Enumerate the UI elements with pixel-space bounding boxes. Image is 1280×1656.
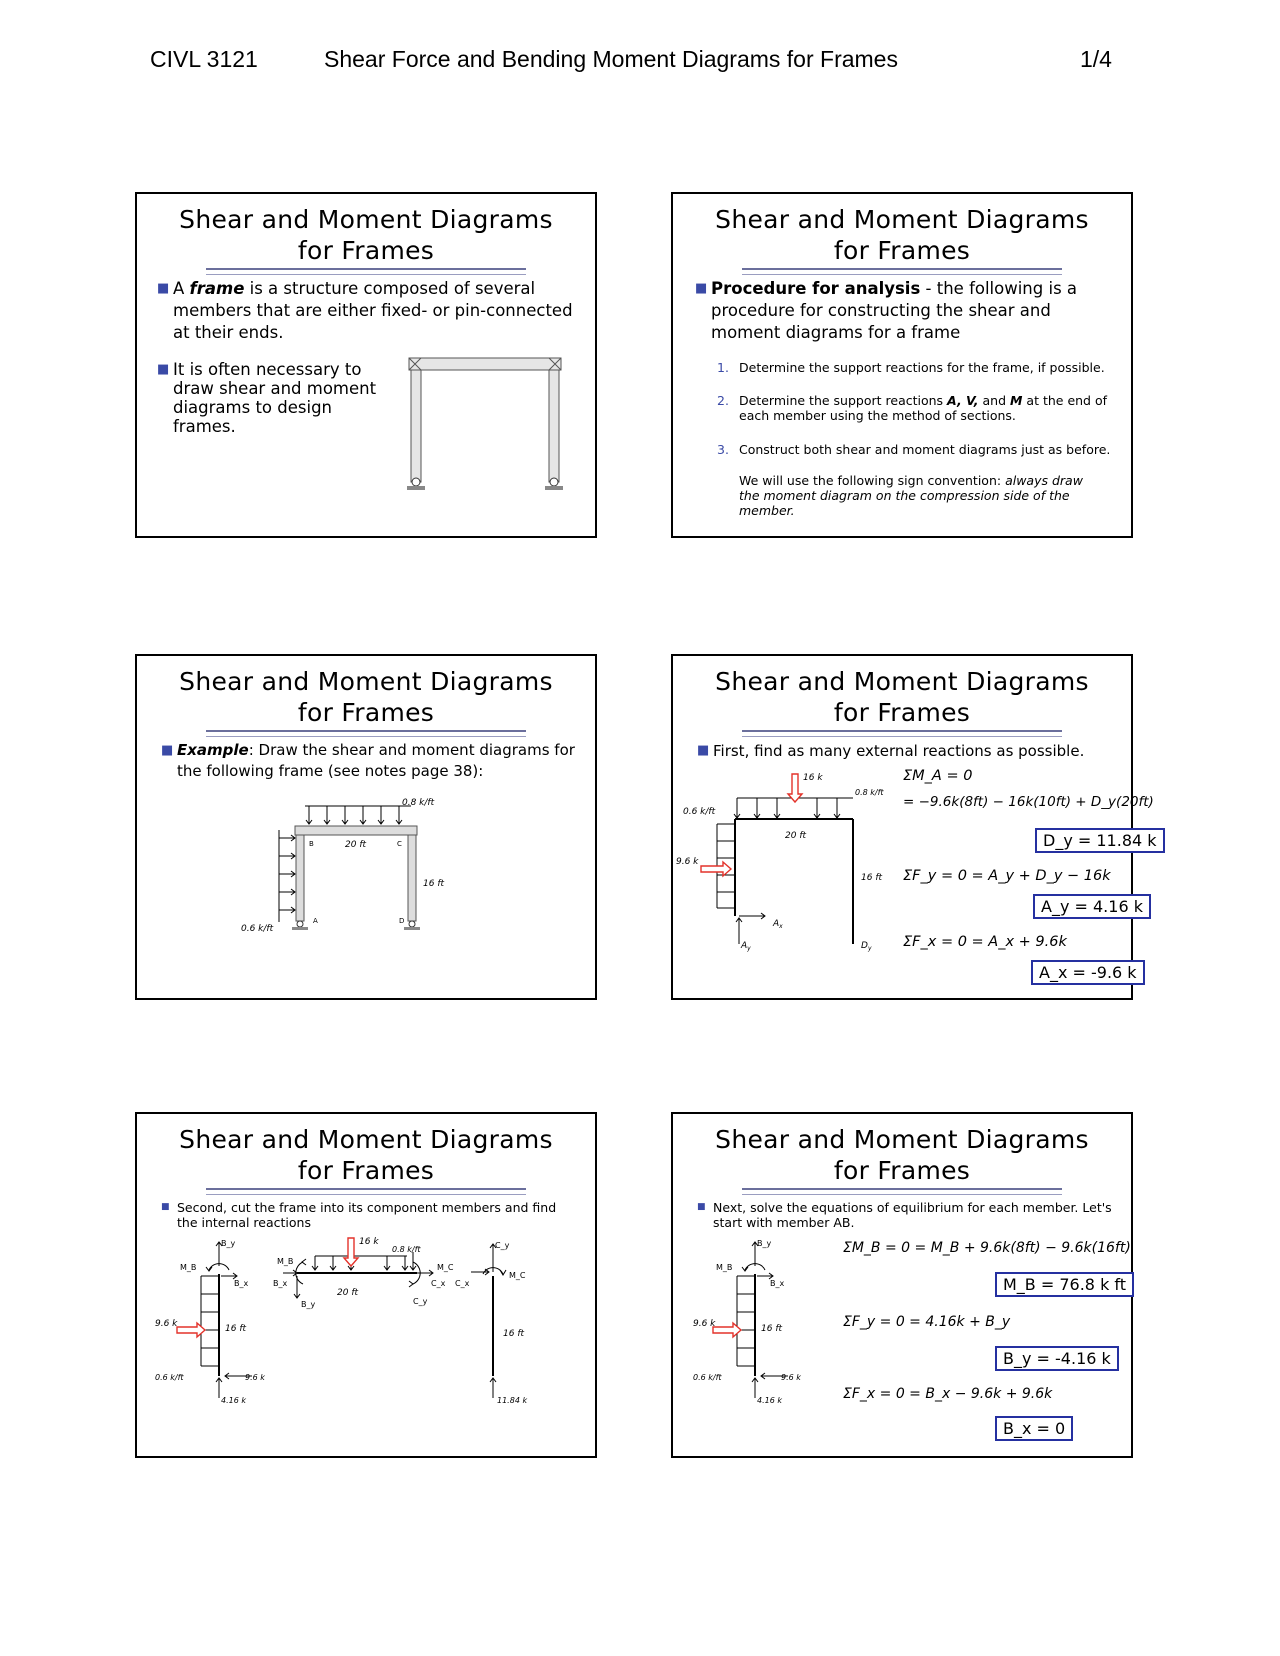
result-MB: M_B = 76.8 k ft xyxy=(995,1272,1134,1297)
svg-text:20 ft: 20 ft xyxy=(785,831,807,841)
title-rule xyxy=(206,1188,526,1195)
svg-text:16 ft: 16 ft xyxy=(225,1324,247,1334)
slide-title: Shear and Moment Diagrams for Frames xyxy=(179,1125,553,1185)
bullet-frame-definition: ■ A frame is a structure composed of several members that are either fixed- or pin-connected at their ends. xyxy=(157,279,573,342)
procedure-step-2: 2. Determine the support reactions A, V, and M at the end of each member using the method of sections. xyxy=(717,393,1108,423)
svg-text:M_B: M_B xyxy=(277,1257,294,1266)
svg-text:9.6 k: 9.6 k xyxy=(693,1319,716,1329)
svg-text:16 ft: 16 ft xyxy=(423,879,445,889)
svg-text:0.6 k/ft: 0.6 k/ft xyxy=(683,807,716,817)
svg-text:B_y: B_y xyxy=(757,1239,772,1248)
svg-text:9.6 k: 9.6 k xyxy=(155,1319,178,1329)
member-free-body-diagrams xyxy=(137,1236,597,1416)
course-code: CIVL 3121 xyxy=(150,46,258,72)
svg-text:9.6 k: 9.6 k xyxy=(245,1373,265,1382)
bullet-necessity: ■ It is often necessary to draw shear and moment diagrams to design frames. xyxy=(157,360,377,436)
svg-text:0.6 k/ft: 0.6 k/ft xyxy=(693,1373,722,1382)
svg-text:C_y: C_y xyxy=(495,1241,510,1250)
slide-title: Shear and Moment Diagrams for Frames xyxy=(179,667,553,727)
procedure-step-3: 3. Construct both shear and moment diagrams just as before. xyxy=(717,442,1111,457)
svg-text:16 k: 16 k xyxy=(359,1237,379,1247)
page-title: Shear Force and Bending Moment Diagrams for Frames xyxy=(324,46,898,72)
result-Dy: D_y = 11.84 k xyxy=(1035,828,1165,853)
svg-text:0.6 k/ft: 0.6 k/ft xyxy=(155,1373,184,1382)
sign-convention-note: We will use the following sign convention: always draw the moment diagram on the compression side of the member. xyxy=(739,473,1083,518)
svg-text:16 ft: 16 ft xyxy=(503,1329,525,1339)
svg-text:20 ft: 20 ft xyxy=(345,840,367,850)
svg-text:Ax: $A_x$ xyxy=(773,919,783,930)
slide-1 xyxy=(135,192,597,538)
equation-sum-Fx: ΣF_x = 0 = B_x − 9.6k + 9.6k xyxy=(843,1386,1053,1402)
svg-text:D: D xyxy=(399,917,405,925)
svg-text:B_x: B_x xyxy=(273,1279,288,1288)
title-rule xyxy=(206,730,526,737)
svg-text:0.8 k/ft: 0.8 k/ft xyxy=(855,788,884,797)
svg-text:B_x: B_x xyxy=(770,1279,785,1288)
svg-text:C_y: C_y xyxy=(413,1297,428,1306)
svg-text:0.8 k/ft: 0.8 k/ft xyxy=(402,798,435,808)
svg-text:16 k: 16 k xyxy=(803,773,823,783)
column-AB xyxy=(296,835,304,921)
result-Ax: A_x = -9.6 k xyxy=(1031,960,1145,985)
slide-title: Shear and Moment Diagrams for Frames xyxy=(715,205,1089,265)
equation-moment-B: ΣM_B = 0 = M_B + 9.6k(8ft) − 9.6k(16ft) xyxy=(843,1240,1131,1256)
svg-text:4.16 k: 4.16 k xyxy=(757,1396,782,1405)
example-frame-diagram xyxy=(237,794,497,944)
procedure-step-1: 1. Determine the support reactions for the frame, if possible. xyxy=(717,360,1105,375)
beam-BC xyxy=(295,826,417,835)
svg-text:M_C: M_C xyxy=(509,1271,526,1280)
result-Bx: B_x = 0 xyxy=(995,1416,1073,1441)
title-rule xyxy=(206,268,526,275)
svg-text:9.6 k: 9.6 k xyxy=(676,857,699,867)
bullet-example: ■ Example: Draw the shear and moment diagrams for the following frame (see notes page 38): xyxy=(161,741,575,780)
svg-text:C_x: C_x xyxy=(431,1279,446,1288)
svg-text:B_y: B_y xyxy=(221,1239,236,1248)
svg-text:C_x: C_x xyxy=(455,1279,470,1288)
bullet-procedure: ■ Procedure for analysis - the following is a procedure for constructing the shear and moment diagrams for a frame xyxy=(695,279,1078,342)
frame-left-column xyxy=(411,370,421,482)
title-rule xyxy=(742,1188,1062,1195)
right-pin-support xyxy=(550,478,558,486)
frame-right-column xyxy=(549,370,559,482)
slide-5 xyxy=(135,1112,597,1458)
svg-text:M_C: M_C xyxy=(437,1263,454,1272)
svg-text:Ay: $A_y$ xyxy=(741,941,751,952)
svg-text:4.16 k: 4.16 k xyxy=(221,1396,246,1405)
svg-text:16 ft: 16 ft xyxy=(761,1324,783,1334)
page-number: 1/4 xyxy=(1080,46,1112,72)
equation-moment-A: ΣM_A = 0 xyxy=(903,768,973,784)
resultant-load-arrow xyxy=(701,862,731,876)
bullet-external-reactions: ■ First, find as many external reactions as possible. xyxy=(697,742,1085,760)
svg-text:B_y: B_y xyxy=(301,1300,316,1309)
slide-4 xyxy=(671,654,1157,1000)
svg-text:M_B: M_B xyxy=(180,1263,197,1272)
svg-text:A: A xyxy=(313,917,318,925)
svg-text:Dy: $D_y$ xyxy=(861,941,872,952)
equation-moment-A-expanded: = −9.6k(8ft) − 16k(10ft) + D_y(20ft) xyxy=(903,794,1154,810)
svg-text:20 ft: 20 ft xyxy=(337,1288,359,1298)
title-rule xyxy=(742,730,1062,737)
slide-6 xyxy=(671,1112,1133,1458)
equation-sum-Fy: ΣF_y = 0 = A_y + D_y − 16k xyxy=(903,868,1111,884)
svg-text:16 ft: 16 ft xyxy=(861,873,883,883)
svg-text:B: B xyxy=(309,840,314,848)
title-rule xyxy=(742,268,1062,275)
frame-beam xyxy=(409,358,561,370)
svg-text:B_x: B_x xyxy=(234,1279,249,1288)
slide-title: Shear and Moment Diagrams for Frames xyxy=(179,205,553,265)
result-Ay: A_y = 4.16 k xyxy=(1033,894,1151,919)
slide-title: Shear and Moment Diagrams for Frames xyxy=(715,667,1089,727)
slide-3 xyxy=(135,654,597,1000)
svg-text:11.84 k: 11.84 k xyxy=(497,1396,528,1405)
slide-2 xyxy=(671,192,1133,538)
equation-sum-Fx: ΣF_x = 0 = A_x + 9.6k xyxy=(903,934,1067,950)
bullet-cut-frame: ■ Second, cut the frame into its component members and find the internal reactions xyxy=(161,1200,557,1230)
slide-title: Shear and Moment Diagrams for Frames xyxy=(715,1125,1089,1185)
svg-text:0.8 k/ft: 0.8 k/ft xyxy=(392,1245,421,1254)
left-pin-support xyxy=(412,478,420,486)
svg-text:C: C xyxy=(397,840,402,848)
member-AB-diagram xyxy=(673,1236,838,1416)
free-body-diagram xyxy=(673,768,898,953)
svg-text:9.6 k: 9.6 k xyxy=(781,1373,801,1382)
column-CD xyxy=(408,835,416,921)
bullet-member-AB: ■ Next, solve the equations of equilibrium for each member. Let's start with member AB. xyxy=(697,1200,1112,1230)
portal-frame-figure xyxy=(399,354,574,494)
result-By: B_y = -4.16 k xyxy=(995,1346,1119,1371)
svg-text:0.6 k/ft: 0.6 k/ft xyxy=(241,924,274,934)
svg-text:M_B: M_B xyxy=(716,1263,733,1272)
equation-sum-Fy: ΣF_y = 0 = 4.16k + B_y xyxy=(843,1314,1011,1330)
